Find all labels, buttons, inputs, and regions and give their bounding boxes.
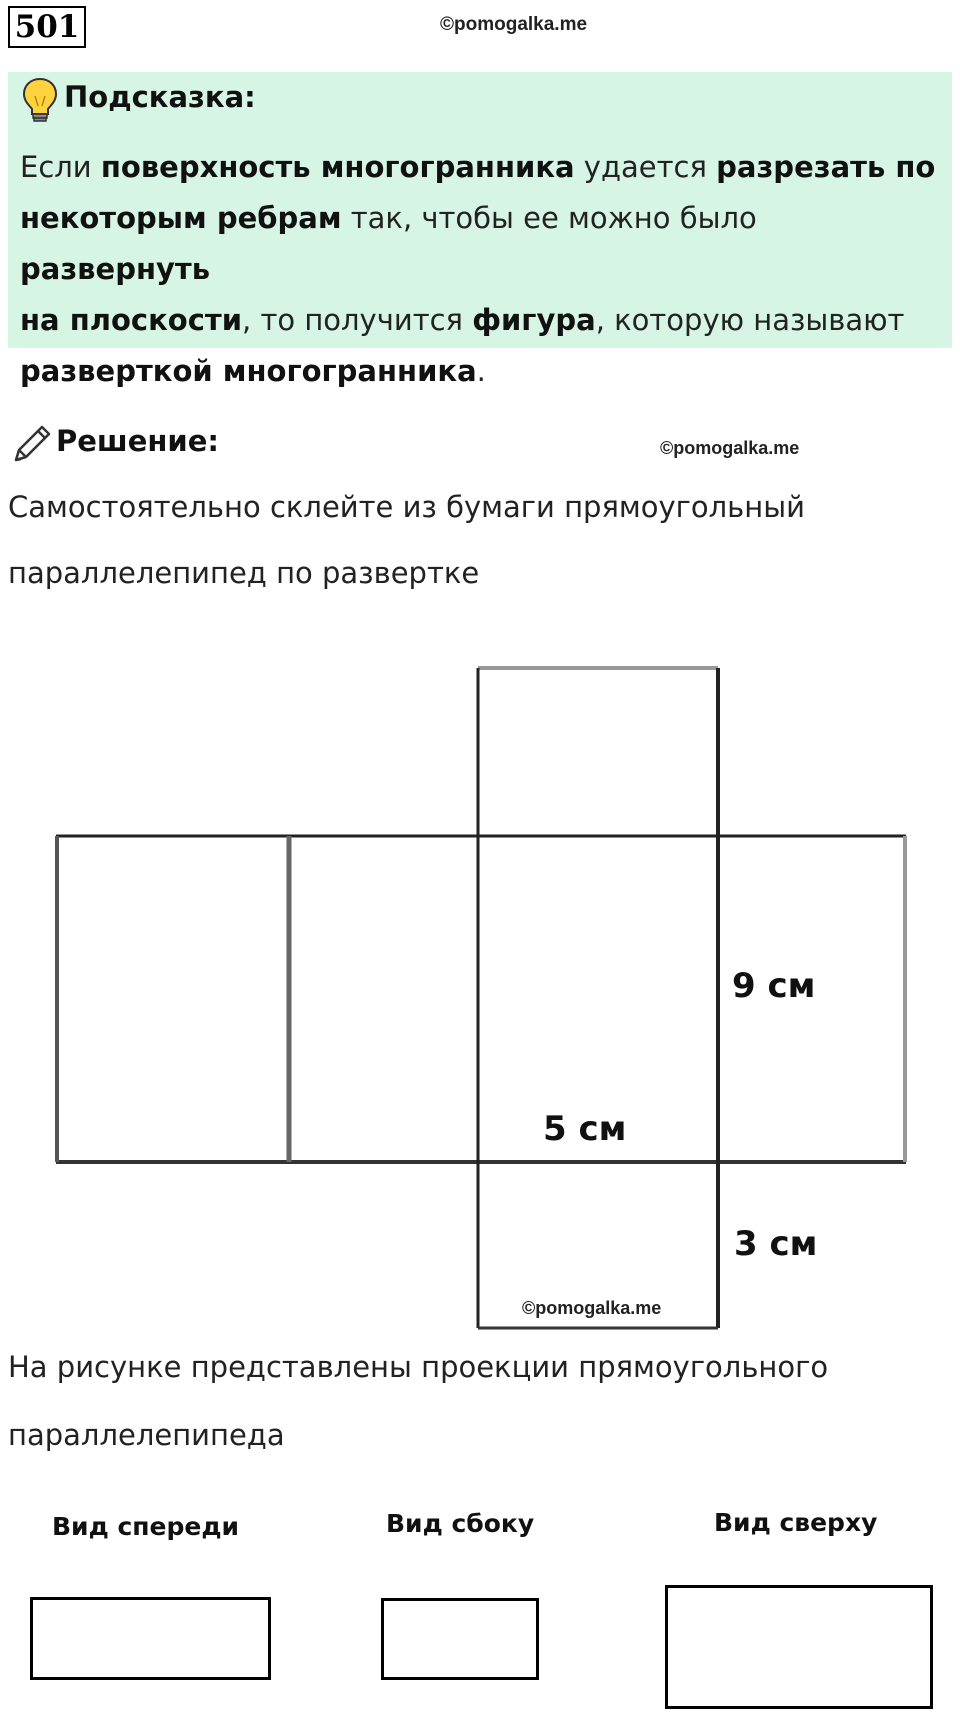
top-view-rect bbox=[665, 1585, 933, 1709]
hint-title: Подсказка: bbox=[64, 80, 256, 114]
hint-line-4 bbox=[20, 346, 950, 397]
front-view-rect bbox=[30, 1597, 271, 1680]
hint-text bbox=[20, 142, 950, 397]
hint-text-segment: удается bbox=[574, 150, 717, 184]
hint-bold-segment: фигура bbox=[472, 303, 596, 337]
front-view-label: Вид спереди bbox=[52, 1512, 240, 1541]
projections-text-line-2: параллелепипеда bbox=[8, 1418, 285, 1452]
watermark-solution: ©pomogalka.me bbox=[660, 438, 800, 458]
top-view-label: Вид сверху bbox=[714, 1508, 878, 1537]
side-view-rect bbox=[381, 1598, 539, 1680]
solution-text-line-2: параллелепипед по развертке bbox=[8, 556, 480, 590]
problem-number: 501 bbox=[8, 6, 86, 48]
hint-bold-segment: на плоскости bbox=[20, 303, 243, 337]
hint-panel bbox=[8, 72, 952, 388]
label-length: 5 см bbox=[543, 1109, 627, 1149]
lightbulb-icon bbox=[20, 76, 60, 124]
hint-bold-segment: разверткой многогранника bbox=[20, 354, 477, 388]
projections-text-line-1: На рисунке представлены проекции прямоугольного bbox=[8, 1350, 829, 1384]
watermark-net: ©pomogalka.me bbox=[522, 1298, 662, 1318]
hint-line-1 bbox=[20, 142, 950, 193]
hint-bold-segment: развернуть bbox=[20, 252, 211, 286]
pencil-icon bbox=[10, 422, 54, 466]
hint-text-segment: , которую называют bbox=[595, 303, 905, 337]
hint-bold-segment: поверхность многогранника bbox=[100, 150, 575, 184]
solution-title: Решение: bbox=[56, 424, 220, 458]
watermark-top: ©pomogalka.me bbox=[440, 14, 588, 35]
label-height: 9 см bbox=[732, 966, 816, 1006]
hint-line-2 bbox=[20, 193, 950, 295]
hint-bold-segment: некоторым ребрам bbox=[20, 201, 342, 235]
hint-text-segment: так, чтобы ее можно было bbox=[341, 201, 757, 235]
hint-text-segment: . bbox=[476, 354, 486, 388]
hint-text-segment: , то получится bbox=[242, 303, 473, 337]
hint-text-segment: Если bbox=[20, 150, 101, 184]
hint-bold-segment: разрезать по bbox=[716, 150, 936, 184]
hint-line-3 bbox=[20, 295, 950, 346]
solution-text-line-1: Самостоятельно склейте из бумаги прямоугольный bbox=[8, 490, 805, 524]
label-width: 3 см bbox=[734, 1224, 818, 1264]
side-view-label: Вид сбоку bbox=[386, 1509, 535, 1538]
